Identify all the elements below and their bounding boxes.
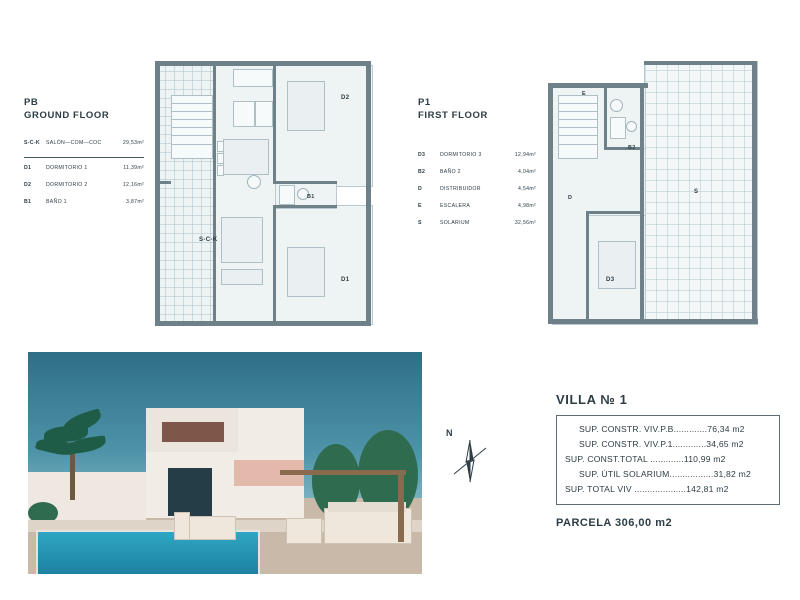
legend-p1-code: P1 bbox=[418, 97, 431, 108]
wall-top bbox=[548, 83, 648, 88]
legend-pb-code: PB bbox=[24, 97, 39, 108]
bed-d2 bbox=[287, 81, 325, 131]
legend-name: ESCALERA bbox=[440, 203, 471, 209]
legend-row bbox=[418, 169, 536, 175]
legend-area: 11,39m² bbox=[123, 165, 144, 171]
villa-title: VILLA № 1 bbox=[556, 392, 628, 407]
wall-interior-v3 bbox=[273, 205, 276, 323]
plan-label-sck: S-C-K bbox=[199, 237, 218, 243]
legend-code: D2 bbox=[24, 182, 32, 188]
villa-render-photo bbox=[28, 352, 422, 574]
wall-bottom bbox=[155, 321, 371, 326]
wall-left bbox=[155, 61, 160, 326]
compass-north-label: N bbox=[446, 428, 453, 438]
plan-label-s: S bbox=[694, 189, 699, 195]
villa-summary bbox=[556, 392, 780, 529]
legend-name: BAÑO 1 bbox=[46, 199, 67, 205]
legend-name: DISTRIBUIDOR bbox=[440, 186, 481, 192]
legend-area: 12,94m² bbox=[514, 152, 536, 158]
areas-box bbox=[556, 415, 780, 505]
legend-area: 3,87m² bbox=[126, 199, 144, 205]
legend-code: S-C-K bbox=[24, 140, 40, 146]
plan-label-d: D bbox=[568, 195, 573, 201]
toilet-icon bbox=[626, 121, 637, 132]
parcela-label: PARCELA 306,00 m2 bbox=[556, 517, 673, 529]
wall-d3-v bbox=[586, 211, 589, 323]
legend-code: D1 bbox=[24, 165, 32, 171]
legend-row bbox=[24, 165, 144, 171]
bed-d1 bbox=[287, 247, 325, 297]
dining-chair bbox=[217, 153, 224, 164]
sink-icon bbox=[610, 99, 623, 112]
legend-pb-title: GROUND FLOOR bbox=[24, 110, 110, 121]
wall-bath-h bbox=[604, 147, 644, 150]
kitchen-appliance bbox=[233, 101, 255, 127]
first-floor-plan bbox=[548, 55, 760, 335]
kitchen-sink bbox=[255, 101, 273, 127]
upper-window-band bbox=[162, 422, 224, 442]
wall-interior-right bbox=[640, 83, 644, 324]
legend-name: SALÓN—COM—COC bbox=[46, 140, 102, 146]
legend-name: DORMITORIO 3 bbox=[440, 152, 482, 158]
area-row: SUP. CONSTR. VIV.P.B.............76,34 m2 bbox=[579, 424, 745, 434]
stair-step bbox=[558, 135, 598, 145]
legend-name: DORMITORIO 2 bbox=[46, 182, 88, 188]
plan-solarium bbox=[644, 61, 758, 325]
legend-row bbox=[418, 186, 536, 192]
legend-row bbox=[418, 220, 536, 226]
legend-row bbox=[418, 203, 536, 209]
pergola-beam bbox=[280, 470, 406, 475]
ground-floor-plan bbox=[155, 55, 373, 335]
wall-d3-h bbox=[586, 211, 644, 214]
stair-step bbox=[171, 135, 213, 145]
bath-shower bbox=[279, 185, 295, 205]
sliding-glass-door bbox=[168, 468, 212, 516]
legend-code: E bbox=[418, 203, 422, 209]
sofa bbox=[221, 217, 263, 263]
legend-name: BAÑO 2 bbox=[440, 169, 461, 175]
pergola-post bbox=[398, 472, 404, 542]
legend-code: B1 bbox=[24, 199, 32, 205]
plan-label-e: E bbox=[582, 91, 586, 97]
plan-label-b1: B1 bbox=[307, 194, 315, 200]
legend-code: S bbox=[418, 220, 422, 226]
wall-solar-top bbox=[644, 61, 756, 65]
compass-rose bbox=[440, 430, 500, 490]
legend-area: 32,56m² bbox=[514, 220, 536, 226]
wall-right bbox=[366, 61, 371, 326]
coffee-table bbox=[221, 269, 263, 285]
legend-area: 4,98m² bbox=[518, 203, 536, 209]
legend-area: 12,16m² bbox=[122, 182, 144, 188]
kitchen-counter bbox=[233, 69, 273, 87]
dining-chair bbox=[217, 141, 224, 152]
legend-row bbox=[24, 199, 144, 205]
wall-bath-v bbox=[604, 87, 607, 149]
door-swing-icon bbox=[247, 175, 261, 189]
legend-p1-title: FIRST FLOOR bbox=[418, 110, 488, 121]
area-row: SUP. CONSTR. VIV.P.1.............34,65 m2 bbox=[579, 439, 744, 449]
area-row: SUP. CONST.TOTAL .............110,99 m2 bbox=[565, 454, 726, 464]
sofa-cushions bbox=[328, 502, 406, 512]
plan-label-d1: D1 bbox=[341, 277, 350, 283]
legend-area: 4,54m² bbox=[518, 186, 536, 192]
area-row: SUP. TOTAL VIV ....................142,81 m2 bbox=[565, 484, 729, 494]
legend-code: B2 bbox=[418, 169, 426, 175]
legend-area: 29,53m² bbox=[122, 140, 144, 146]
bed-d3 bbox=[598, 241, 636, 289]
wall-stub-left bbox=[155, 181, 171, 184]
area-row: SUP. ÚTIL SOLARIUM.................31,82 m2 bbox=[579, 469, 751, 479]
legend-area: 4,04m² bbox=[518, 169, 536, 175]
legend-code: D bbox=[418, 186, 423, 192]
legend-row bbox=[24, 182, 144, 188]
outdoor-armchair bbox=[286, 518, 322, 544]
wall-interior-v1 bbox=[213, 65, 216, 323]
wall-top bbox=[155, 61, 371, 66]
wall-solar-right bbox=[752, 61, 757, 324]
patio-table bbox=[188, 516, 236, 540]
compass-icon bbox=[440, 430, 500, 490]
legend-name: DORMITORIO 1 bbox=[46, 165, 88, 171]
plan-label-d3: D3 bbox=[606, 277, 615, 283]
wall-bottom bbox=[548, 319, 758, 324]
wall-left bbox=[548, 83, 553, 324]
wall-interior-h1 bbox=[273, 181, 337, 184]
legend-code: D3 bbox=[418, 152, 426, 158]
legend-first-floor bbox=[418, 96, 536, 237]
legend-ground-floor bbox=[24, 96, 144, 216]
shower-tray bbox=[610, 117, 626, 139]
plan-label-b2: B2 bbox=[628, 145, 636, 151]
legend-name: SOLARIUM bbox=[440, 220, 470, 226]
patio-chair bbox=[174, 512, 190, 540]
legend-divider bbox=[24, 157, 144, 158]
legend-row bbox=[418, 152, 536, 158]
plan-label-d2: D2 bbox=[341, 95, 350, 101]
legend-row bbox=[24, 140, 144, 146]
wall-interior-v2 bbox=[273, 65, 276, 183]
dining-table bbox=[223, 139, 269, 175]
dining-chair bbox=[217, 165, 224, 176]
wall-interior-h2 bbox=[273, 205, 337, 208]
